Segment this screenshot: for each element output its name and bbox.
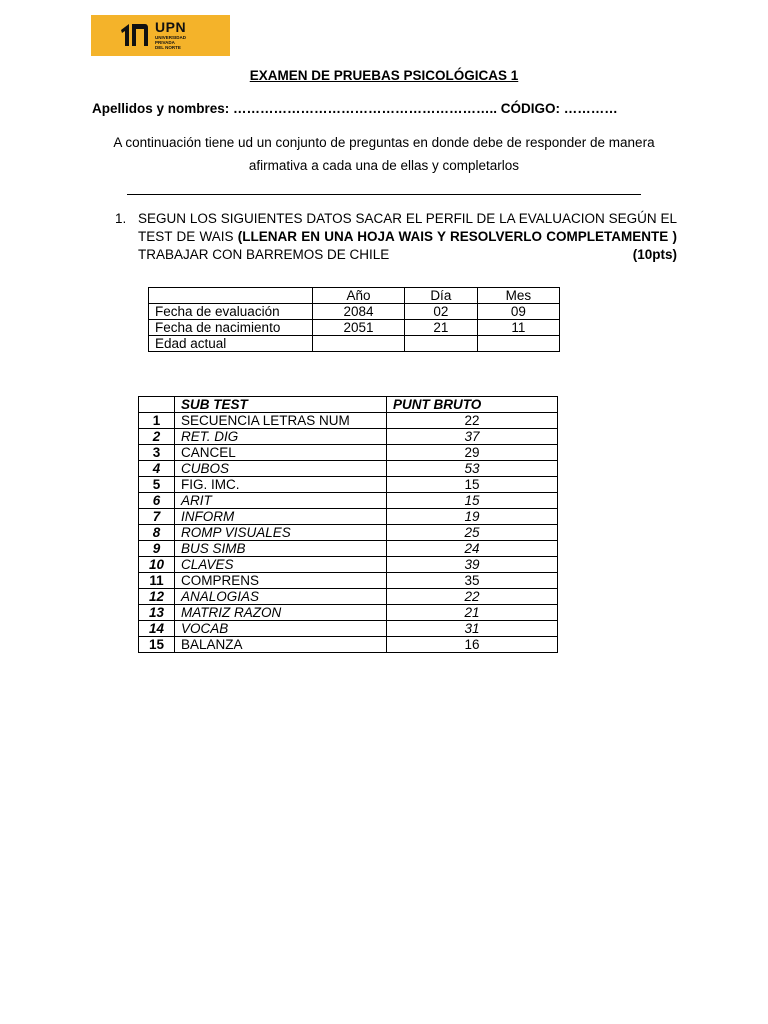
table-row: [139, 429, 558, 445]
table-row: [139, 493, 558, 509]
table-cell: 2084: [313, 304, 405, 320]
table-row: [139, 461, 558, 477]
table-header-cell: [139, 397, 175, 413]
subtest-number: 5: [139, 477, 175, 493]
subtest-number: 6: [139, 493, 175, 509]
table-row: [149, 336, 560, 352]
table-row: [149, 304, 560, 320]
subtest-name: FIG. IMC.: [175, 477, 387, 493]
table-cell: Día: [404, 288, 477, 304]
table-row: [139, 413, 558, 429]
table-cell: [477, 336, 559, 352]
subtest-score: 39: [387, 557, 558, 573]
subtest-score: 53: [387, 461, 558, 477]
table-cell: [404, 336, 477, 352]
subtest-name: CUBOS: [175, 461, 387, 477]
subtest-score: 21: [387, 605, 558, 621]
table-row: [149, 320, 560, 336]
table-row: [139, 589, 558, 605]
subtest-table: [138, 396, 558, 653]
instructions: A continuación tiene ud un conjunto de preguntas en donde debe de responder de manera afirmativa a cada una de ellas y completarlos: [113, 135, 655, 173]
question-points: (10pts): [632, 247, 677, 262]
subtest-score: 16: [387, 637, 558, 653]
upn-logo: [91, 15, 230, 56]
question-1: [115, 210, 677, 264]
subtest-number: 14: [139, 621, 175, 637]
table-row: [139, 541, 558, 557]
table-cell: Edad actual: [149, 336, 313, 352]
table-cell: Mes: [477, 288, 559, 304]
subtest-number: 2: [139, 429, 175, 445]
subtest-name: ARIT: [175, 493, 387, 509]
table-row: [139, 557, 558, 573]
table-header-row: [149, 288, 560, 304]
subtest-number: 13: [139, 605, 175, 621]
divider: [127, 194, 641, 195]
subtest-score: 25: [387, 525, 558, 541]
table-cell: 11: [477, 320, 559, 336]
table-cell: 09: [477, 304, 559, 320]
subtest-name: BUS SIMB: [175, 541, 387, 557]
subtest-name: CANCEL: [175, 445, 387, 461]
subtest-number: 12: [139, 589, 175, 605]
table-row: [139, 445, 558, 461]
question-text: SEGUN LOS SIGUIENTES DATOS SACAR EL PERFIL DE LA EVALUACION SEGÚN EL TEST DE WAIS (LLENAR EN UNA HOJA WAIS Y RESOLVERLO COMPLETAMENTE ) TRABAJAR CON BARREMOS DE CHILE: [138, 211, 678, 262]
subtest-name: SECUENCIA LETRAS NUM: [175, 413, 387, 429]
subtest-score: 22: [387, 413, 558, 429]
logo-brand: UPN: [155, 19, 187, 35]
subtest-score: 24: [387, 541, 558, 557]
table-header-row: [139, 397, 558, 413]
subtest-number: 10: [139, 557, 175, 573]
subtest-number: 9: [139, 541, 175, 557]
question-number: 1.: [115, 211, 127, 226]
table-cell: 02: [404, 304, 477, 320]
subtest-name: RET. DIG: [175, 429, 387, 445]
table-cell: [149, 288, 313, 304]
table-row: [139, 477, 558, 493]
subtest-number: 4: [139, 461, 175, 477]
exam-title: EXAMEN DE PRUEBAS PSICOLÓGICAS 1: [249, 68, 519, 83]
subtest-number: 3: [139, 445, 175, 461]
logo-subtitle: UNIVERSIDAD PRIVADA DEL NORTE: [155, 35, 187, 50]
table-row: [139, 525, 558, 541]
names-code-line: Apellidos y nombres: ………………………………………………….. CÓDIGO: …………: [92, 101, 618, 116]
table-row: [139, 637, 558, 653]
table-row: [139, 605, 558, 621]
subtest-number: 7: [139, 509, 175, 525]
table-cell: Año: [313, 288, 405, 304]
table-cell: [313, 336, 405, 352]
subtest-name: MATRIZ RAZON: [175, 605, 387, 621]
subtest-score: 15: [387, 477, 558, 493]
subtest-name: ROMP VISUALES: [175, 525, 387, 541]
subtest-score: 15: [387, 493, 558, 509]
subtest-number: 11: [139, 573, 175, 589]
table-cell: Fecha de nacimiento: [149, 320, 313, 336]
table-row: [139, 621, 558, 637]
subtest-number: 15: [139, 637, 175, 653]
table-row: [139, 509, 558, 525]
table-cell: Fecha de evaluación: [149, 304, 313, 320]
subtest-score: 22: [387, 589, 558, 605]
subtest-number: 1: [139, 413, 175, 429]
subtest-name: COMPRENS: [175, 573, 387, 589]
upn-logo-icon: [119, 22, 149, 48]
subtest-score: 31: [387, 621, 558, 637]
subtest-score: 19: [387, 509, 558, 525]
table-header-cell: PUNT BRUTO: [387, 397, 558, 413]
dates-table: [148, 287, 560, 352]
subtest-score: 37: [387, 429, 558, 445]
subtest-name: BALANZA: [175, 637, 387, 653]
subtest-name: INFORM: [175, 509, 387, 525]
table-row: [139, 573, 558, 589]
subtest-score: 29: [387, 445, 558, 461]
subtest-number: 8: [139, 525, 175, 541]
table-header-cell: SUB TEST: [175, 397, 387, 413]
table-cell: 2051: [313, 320, 405, 336]
subtest-score: 35: [387, 573, 558, 589]
subtest-name: ANALOGIAS: [175, 589, 387, 605]
subtest-name: CLAVES: [175, 557, 387, 573]
subtest-name: VOCAB: [175, 621, 387, 637]
table-cell: 21: [404, 320, 477, 336]
